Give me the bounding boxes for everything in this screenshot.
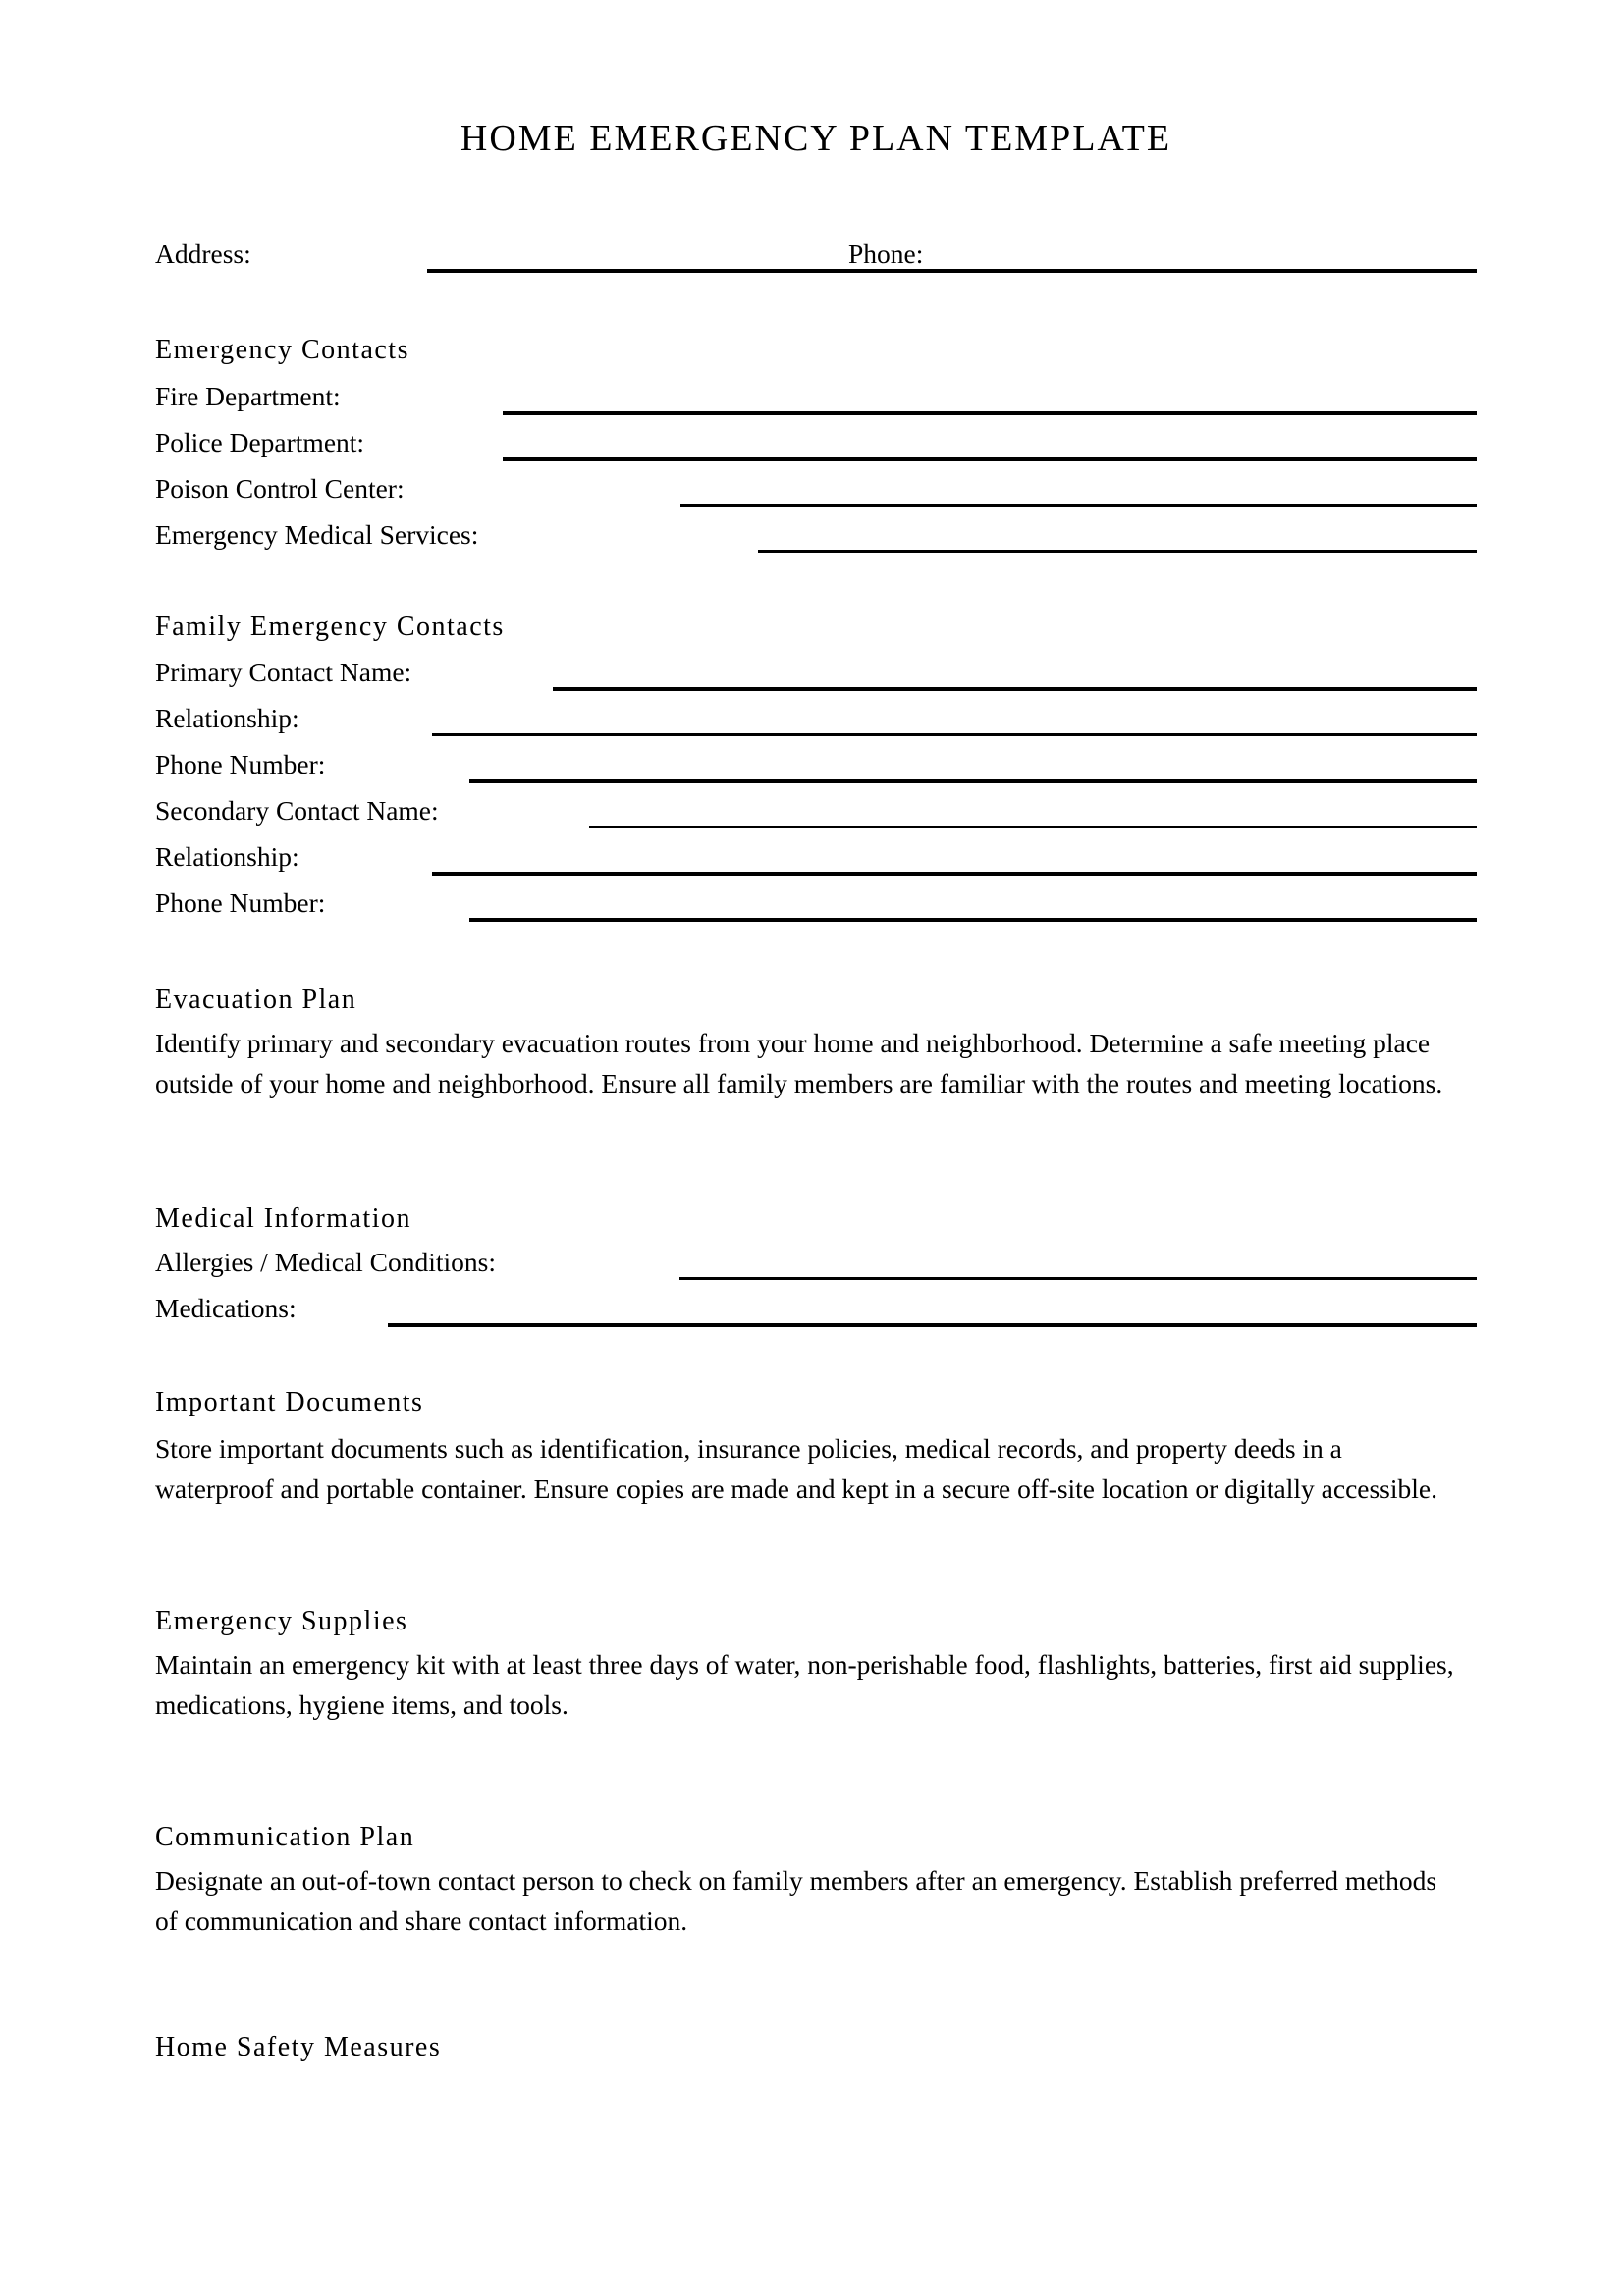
allergies-medical-conditions-label: Allergies / Medical Conditions: <box>155 1247 497 1277</box>
medications-input-line[interactable] <box>388 1323 1477 1327</box>
police-department-input-line[interactable] <box>503 457 1477 461</box>
evacuation-plan-paragraph <box>155 1023 1477 1103</box>
phone-number-1-label: Phone Number: <box>155 749 326 779</box>
communication-plan-paragraph <box>155 1860 1477 1941</box>
paragraph-line: Maintain an emergency kit with at least three days of water, non-perishable food, flashlights, batteries, first aid supplies, <box>155 1649 1454 1680</box>
phone-number-2-label: Phone Number: <box>155 887 326 918</box>
field-row-emergency-medical-services <box>155 519 1477 565</box>
medications-label: Medications: <box>155 1293 297 1323</box>
section-heading-evacuation-plan: Evacuation Plan <box>155 985 357 1015</box>
field-row-primary-contact-name <box>155 657 1477 703</box>
poison-control-center-input-line[interactable] <box>680 504 1477 507</box>
section-heading-medical-information: Medical Information <box>155 1203 411 1234</box>
paragraph-line: of communication and share contact information. <box>155 1905 688 1936</box>
field-row-relationship-1 <box>155 703 1477 749</box>
paragraph-line: medications, hygiene items, and tools. <box>155 1689 568 1720</box>
page-title: HOME EMERGENCY PLAN TEMPLATE <box>460 118 1172 159</box>
relationship-2-label: Relationship: <box>155 841 299 872</box>
section-heading-family-emergency-contacts: Family Emergency Contacts <box>155 612 505 642</box>
secondary-contact-name-label: Secondary Contact Name: <box>155 795 439 826</box>
primary-contact-name-label: Primary Contact Name: <box>155 657 412 687</box>
phone-number-2-input-line[interactable] <box>469 918 1477 922</box>
emergency-supplies-paragraph <box>155 1644 1477 1725</box>
emergency-medical-services-input-line[interactable] <box>758 550 1477 553</box>
section-heading-important-documents: Important Documents <box>155 1387 424 1417</box>
field-row-allergies-medical-conditions <box>155 1247 1477 1293</box>
field-row-fire-department <box>155 381 1477 427</box>
relationship-2-input-line[interactable] <box>432 872 1477 876</box>
field-row-relationship-2 <box>155 841 1477 887</box>
phone-number-1-input-line[interactable] <box>469 779 1477 783</box>
section-heading-home-safety-measures: Home Safety Measures <box>155 2032 442 2062</box>
phone-label: Phone: <box>848 239 924 269</box>
relationship-1-input-line[interactable] <box>432 733 1477 736</box>
relationship-1-label: Relationship: <box>155 703 299 733</box>
section-heading-emergency-supplies: Emergency Supplies <box>155 1606 408 1636</box>
police-department-label: Police Department: <box>155 427 365 457</box>
section-heading-communication-plan: Communication Plan <box>155 1822 415 1852</box>
fire-department-label: Fire Department: <box>155 381 341 411</box>
address-phone-row <box>155 239 1477 285</box>
field-row-secondary-contact-name <box>155 795 1477 841</box>
fire-department-input-line[interactable] <box>503 411 1477 415</box>
paragraph-line: Store important documents such as identification, insurance policies, medical records, and property deeds in a <box>155 1433 1342 1464</box>
field-row-phone-number-2 <box>155 887 1477 934</box>
allergies-medical-conditions-input-line[interactable] <box>679 1277 1477 1280</box>
paragraph-line: Designate an out-of-town contact person to check on family members after an emergency. Establish preferred methods <box>155 1865 1437 1896</box>
address-label: Address: <box>155 239 251 269</box>
paragraph-line: waterproof and portable container. Ensure copies are made and kept in a secure off-site location or digitally accessible. <box>155 1473 1437 1504</box>
address-phone-input-line[interactable] <box>427 269 1477 273</box>
field-row-poison-control-center <box>155 473 1477 519</box>
field-row-phone-number-1 <box>155 749 1477 795</box>
poison-control-center-label: Poison Control Center: <box>155 473 405 504</box>
field-row-medications <box>155 1293 1477 1339</box>
secondary-contact-name-input-line[interactable] <box>589 826 1477 828</box>
primary-contact-name-input-line[interactable] <box>553 687 1477 691</box>
section-heading-emergency-contacts: Emergency Contacts <box>155 335 409 365</box>
paragraph-line: Identify primary and secondary evacuation routes from your home and neighborhood. Determine a safe meeting place <box>155 1028 1431 1058</box>
emergency-medical-services-label: Emergency Medical Services: <box>155 519 479 550</box>
paragraph-line: outside of your home and neighborhood. Ensure all family members are familiar with the routes and meeting locations. <box>155 1068 1443 1098</box>
important-documents-paragraph <box>155 1428 1477 1509</box>
field-row-police-department <box>155 427 1477 473</box>
